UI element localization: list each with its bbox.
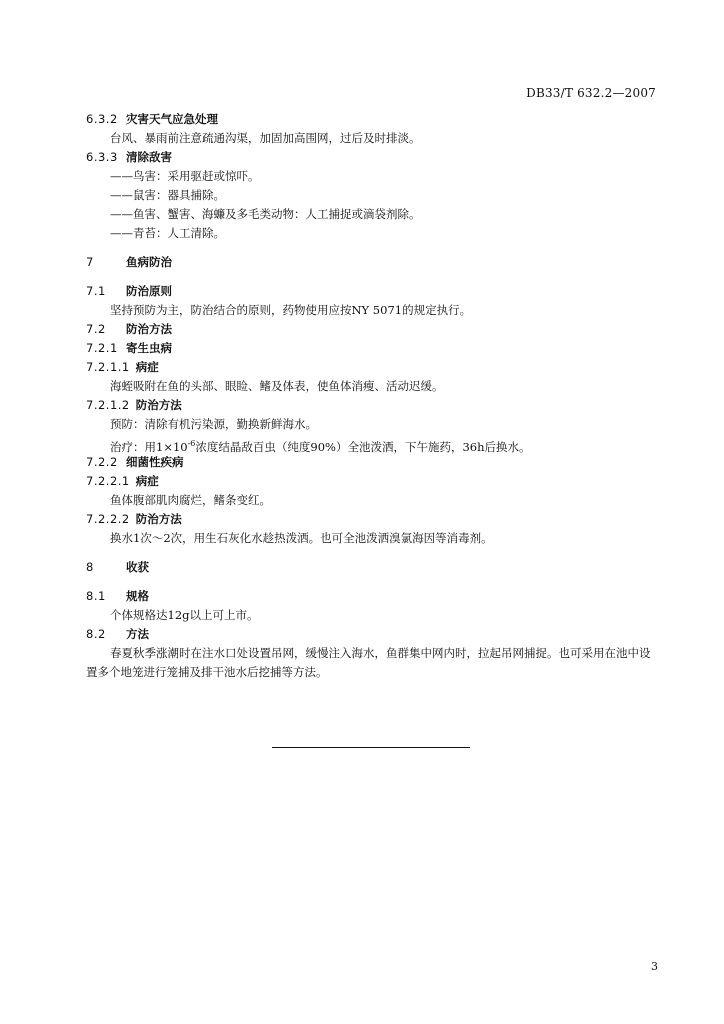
heading-number: 8.1 [86,589,106,603]
paragraph: 春夏秋季涨潮时在注水口处设置吊网，缓慢注入海水，鱼群集中网内时，拉起吊网捕捉。也可采用在池中设置多个地笼进行笼捕及排干池水后挖捕等方法。 [86,646,651,679]
heading-title: 规格 [126,589,149,603]
heading-title: 防治方法 [126,322,172,336]
heading-number: 8.2 [86,627,106,641]
heading-title: 防治原则 [126,284,172,298]
heading-7-2-1 [86,339,656,358]
heading-title: 防治方法 [135,512,182,526]
heading-7-2 [86,320,656,339]
treatment-text-b: 浓度结晶敌百虫（纯度90%）全池泼洒，下午施药，36h后换水。 [195,440,531,454]
heading-8-2 [86,625,656,644]
heading-8 [86,558,656,577]
paragraph: 鱼体腹部肌肉腐烂，鳍条变红。 [110,493,271,507]
list-item: ——鱼害、蟹害、海蠊及多毛类动物：人工捕捉或滴袋剂除。 [110,207,421,221]
paragraph: 预防：清除有机污染源，勤换新鲜海水。 [110,417,317,431]
heading-number: 7.2.2.1 [86,474,130,488]
list-item: ——鸟害：采用驱赶或惊吓。 [110,169,260,183]
paragraph: 个体规格达12g以上可上市。 [110,608,259,622]
heading-7-2-2-2 [86,510,656,529]
page-number: 3 [651,960,658,973]
heading-number: 7.2.1.2 [86,398,130,412]
list-item: ——青苔：人工清除。 [110,226,225,240]
paragraph: 台风、暴雨前注意疏通沟渠，加固加高围网，过后及时排淡。 [110,131,421,145]
heading-title: 鱼病防治 [126,255,172,269]
heading-7-2-1-1 [86,358,656,377]
heading-title: 细菌性疾病 [126,455,184,469]
heading-title: 病症 [135,360,159,374]
heading-number: 6.3.3 [86,150,118,164]
heading-6-3-2 [86,110,656,129]
heading-title: 病症 [135,474,159,488]
heading-8-1 [86,587,656,606]
heading-title: 灾害天气应急处理 [126,112,218,126]
paragraph-treatment [86,434,656,453]
paragraph: 换水1次～2次，用生石灰化水趁热泼洒。也可全池泼洒溴氯海因等消毒剂。 [110,531,493,545]
heading-7-2-2 [86,453,656,472]
heading-number: 7.2 [86,322,106,336]
heading-title: 收获 [126,560,149,574]
heading-title: 方法 [126,627,149,641]
document-body [86,110,656,682]
heading-number: 7.2.1.1 [86,360,130,374]
paragraph: 海蛭吸附在鱼的头部、眼睑、鳍及体表，使鱼体消瘦、活动迟缓。 [110,379,444,393]
heading-number: 7.2.1 [86,341,118,355]
heading-title: 清除敌害 [126,150,172,164]
heading-number: 6.3.2 [86,112,118,126]
end-rule [272,747,470,748]
document-id: DB33/T 632.2—2007 [526,86,656,100]
heading-number: 8 [86,560,94,574]
exponent: -6 [187,439,196,448]
heading-number: 7.1 [86,284,106,298]
paragraph: 坚持预防为主，防治结合的原则，药物使用应按NY 5071的规定执行。 [110,303,472,317]
heading-7-2-1-2 [86,396,656,415]
heading-title: 寄生虫病 [126,341,172,355]
heading-number: 7.2.2 [86,455,118,469]
heading-7 [86,253,656,272]
treatment-text-a: 治疗：用1×10 [110,440,188,454]
heading-title: 防治方法 [135,398,182,412]
heading-number: 7 [86,255,94,269]
heading-7-2-2-1 [86,472,656,491]
heading-6-3-3 [86,148,656,167]
heading-number: 7.2.2.2 [86,512,130,526]
list-item: ——鼠害：器具捕除。 [110,188,225,202]
heading-7-1 [86,282,656,301]
